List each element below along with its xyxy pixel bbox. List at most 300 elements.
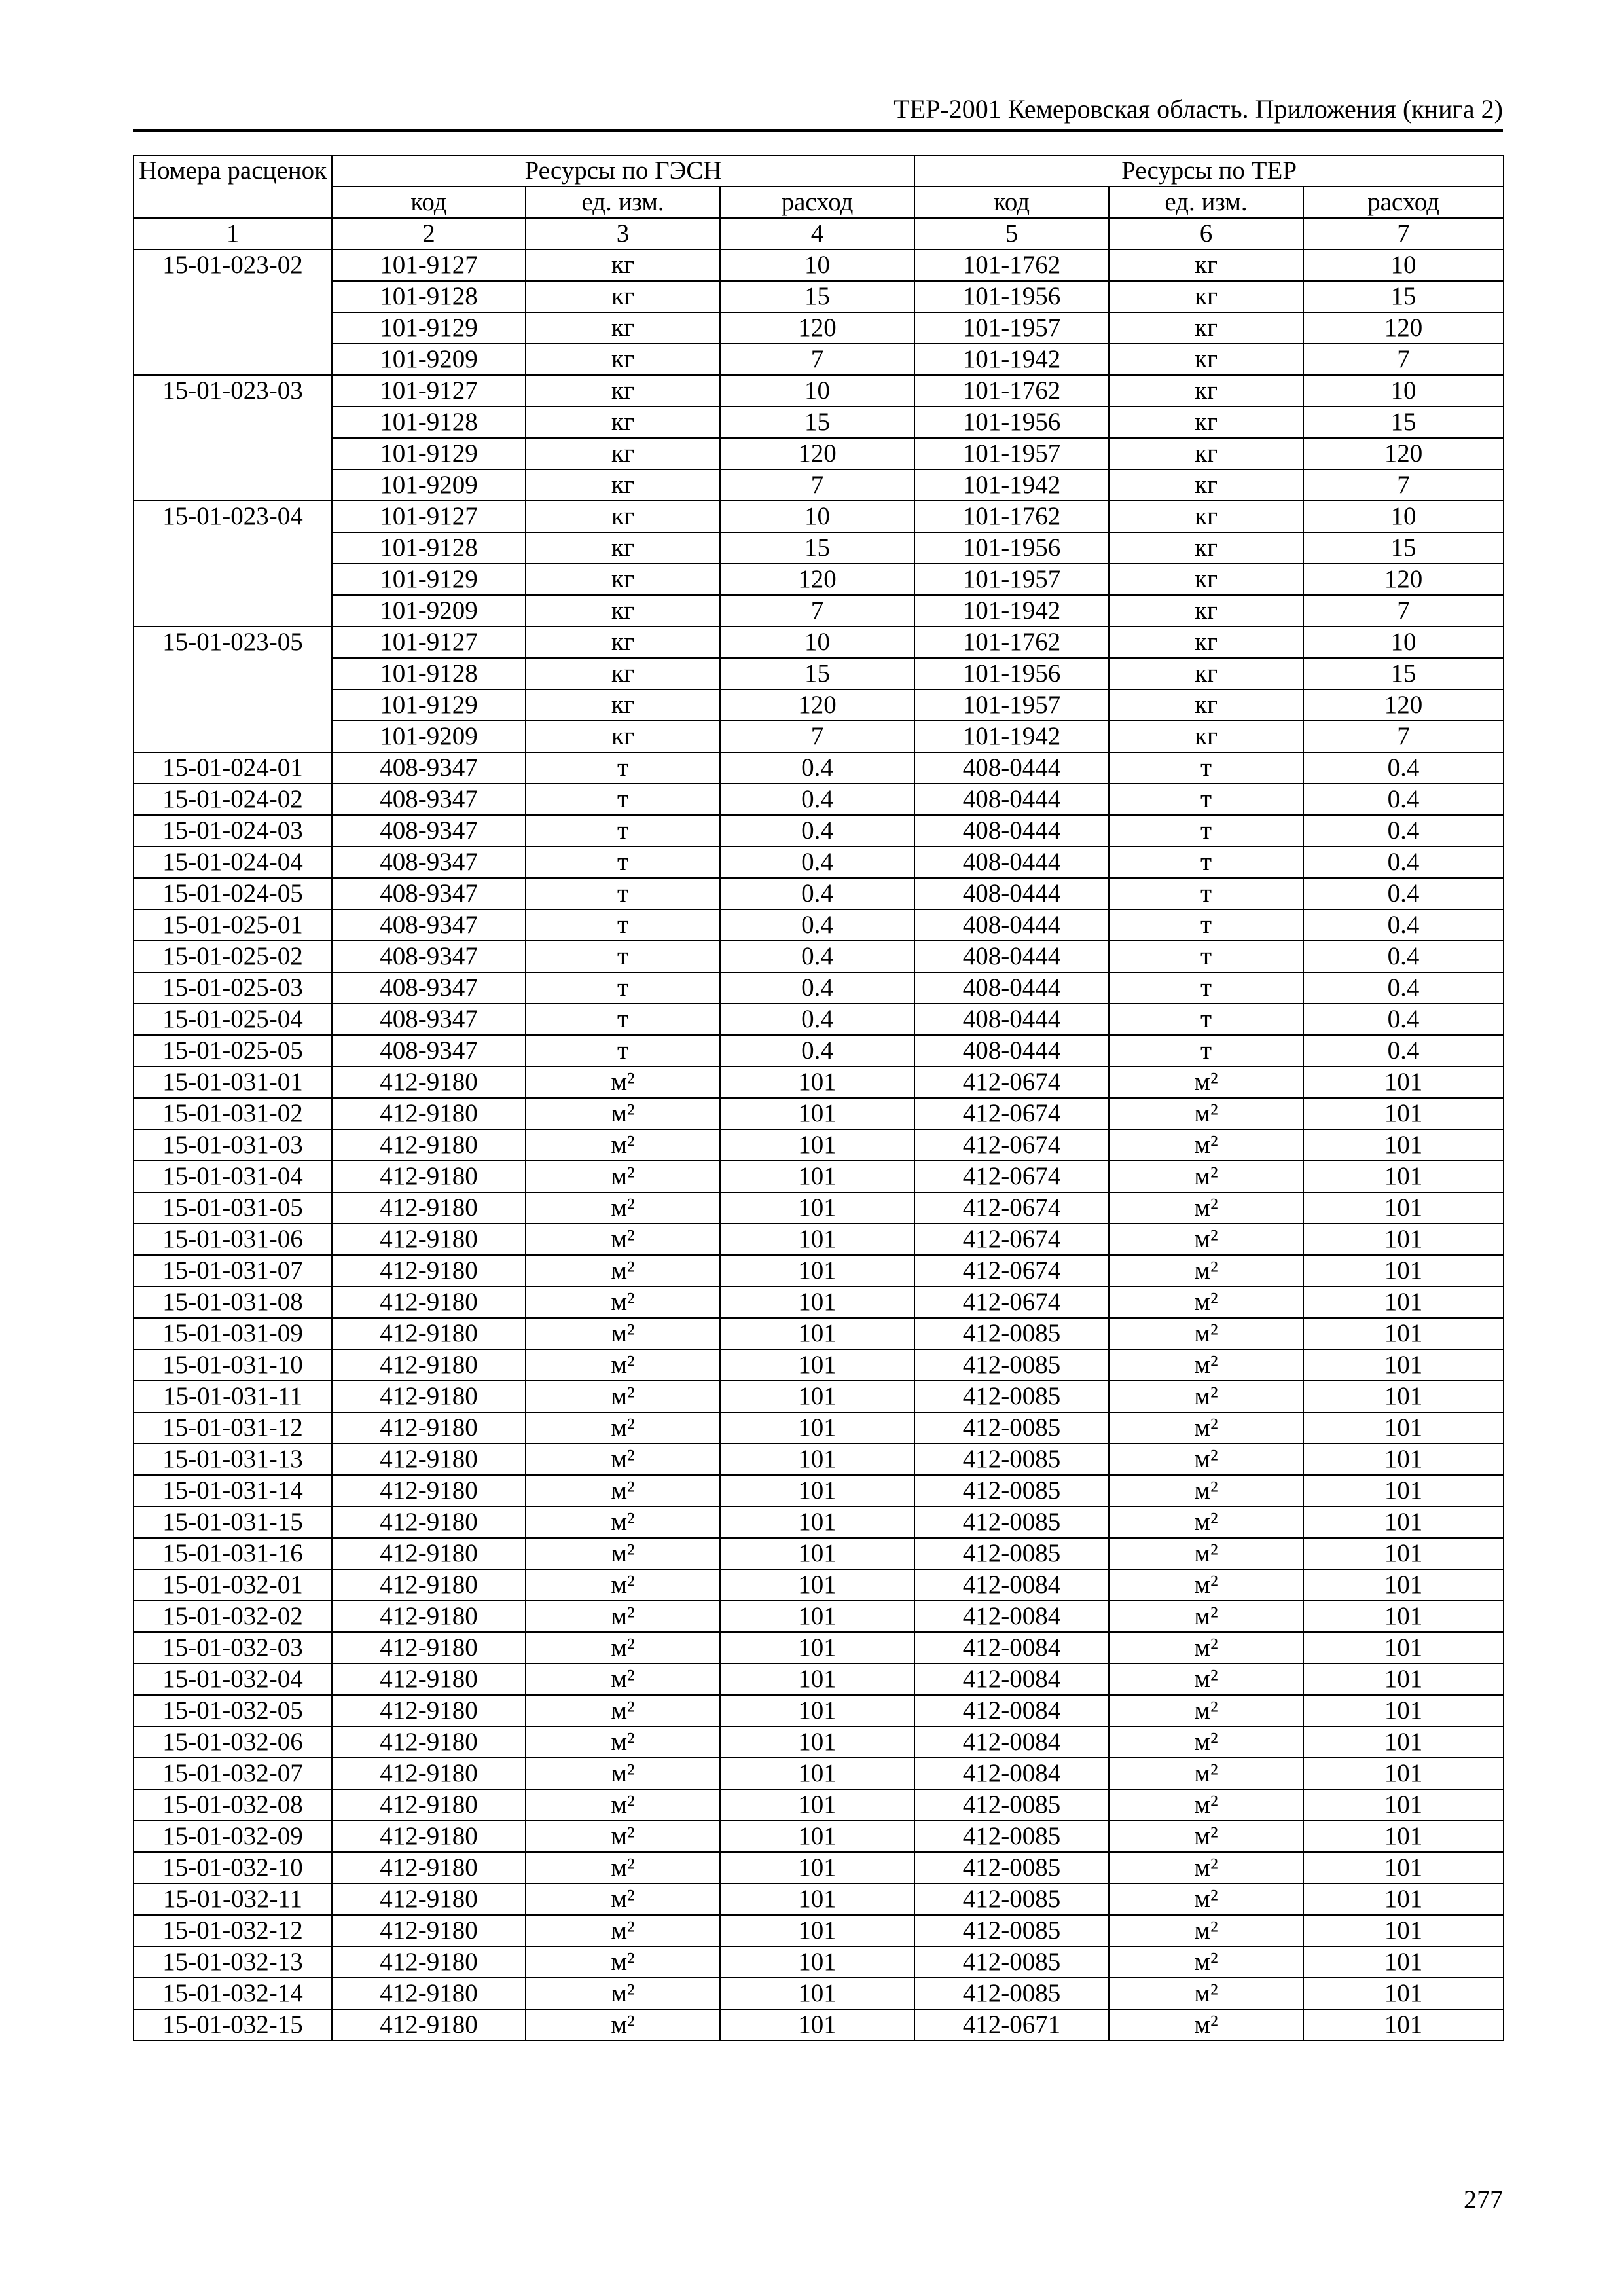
gesn-code-cell: 101-9129	[332, 689, 526, 721]
ter-unit-cell: т	[1109, 972, 1303, 1004]
gesn-consumption-cell: 15	[720, 407, 914, 438]
ter-code-cell: 101-1762	[914, 249, 1109, 281]
rate-number-cell: 15-01-031-01	[134, 1066, 332, 1098]
gesn-consumption-cell: 120	[720, 564, 914, 595]
ter-consumption-cell: 120	[1303, 564, 1504, 595]
table-row	[134, 1821, 1504, 1852]
ter-consumption-cell: 15	[1303, 407, 1504, 438]
gesn-consumption-cell: 101	[720, 1286, 914, 1318]
column-number: 5	[914, 218, 1109, 249]
gesn-code-cell: 412-9180	[332, 1412, 526, 1444]
rate-number-cell: 15-01-031-07	[134, 1255, 332, 1286]
ter-consumption-cell: 10	[1303, 501, 1504, 532]
ter-unit-cell: м²	[1109, 1286, 1303, 1318]
table-row	[134, 689, 1504, 721]
ter-consumption-cell: 7	[1303, 595, 1504, 627]
ter-unit-cell: м²	[1109, 1946, 1303, 1978]
rate-number-cell: 15-01-032-14	[134, 1978, 332, 2009]
ter-unit-cell: т	[1109, 1004, 1303, 1035]
ter-code-cell: 412-0674	[914, 1255, 1109, 1286]
ter-consumption-cell: 0.4	[1303, 909, 1504, 941]
gesn-code-cell: 408-9347	[332, 909, 526, 941]
ter-code-cell: 101-1956	[914, 658, 1109, 689]
ter-unit-cell: м²	[1109, 1506, 1303, 1538]
column-number: 4	[720, 218, 914, 249]
gesn-code-cell: 101-9127	[332, 375, 526, 407]
table-row	[134, 1852, 1504, 1884]
ter-consumption-cell: 120	[1303, 312, 1504, 344]
ter-code-cell: 412-0674	[914, 1286, 1109, 1318]
table-row	[134, 1192, 1504, 1224]
ter-consumption-cell: 0.4	[1303, 815, 1504, 847]
ter-consumption-cell: 101	[1303, 1098, 1504, 1129]
table-row	[134, 1035, 1504, 1066]
gesn-unit-cell: кг	[526, 721, 720, 752]
ter-unit-cell: кг	[1109, 281, 1303, 312]
table-row	[134, 595, 1504, 627]
gesn-code-cell: 408-9347	[332, 1004, 526, 1035]
header-ter-unit: ед. изм.	[1109, 187, 1303, 218]
gesn-code-cell: 412-9180	[332, 1475, 526, 1506]
gesn-code-cell: 408-9347	[332, 784, 526, 815]
table-row	[134, 1129, 1504, 1161]
ter-code-cell: 412-0085	[914, 1915, 1109, 1946]
ter-code-cell: 101-1942	[914, 595, 1109, 627]
column-number: 1	[134, 218, 332, 249]
gesn-consumption-cell: 101	[720, 1255, 914, 1286]
gesn-consumption-cell: 101	[720, 1349, 914, 1381]
gesn-consumption-cell: 0.4	[720, 847, 914, 878]
header-gesn-resources: Ресурсы по ГЭСН	[332, 155, 914, 187]
ter-unit-cell: м²	[1109, 1538, 1303, 1569]
ter-code-cell: 408-0444	[914, 972, 1109, 1004]
gesn-code-cell: 408-9347	[332, 941, 526, 972]
gesn-unit-cell: м²	[526, 1601, 720, 1632]
ter-consumption-cell: 101	[1303, 1318, 1504, 1349]
table-row	[134, 1758, 1504, 1789]
ter-unit-cell: м²	[1109, 1915, 1303, 1946]
table-row	[134, 878, 1504, 909]
gesn-code-cell: 412-9180	[332, 1129, 526, 1161]
ter-consumption-cell: 120	[1303, 438, 1504, 469]
gesn-unit-cell: м²	[526, 1695, 720, 1726]
rate-number-cell: 15-01-025-03	[134, 972, 332, 1004]
header-rule	[133, 129, 1503, 132]
gesn-code-cell: 412-9180	[332, 1444, 526, 1475]
gesn-consumption-cell: 10	[720, 249, 914, 281]
rate-number-cell: 15-01-024-05	[134, 878, 332, 909]
gesn-unit-cell: кг	[526, 281, 720, 312]
ter-code-cell: 408-0444	[914, 752, 1109, 784]
ter-consumption-cell: 101	[1303, 1821, 1504, 1852]
gesn-consumption-cell: 120	[720, 438, 914, 469]
ter-consumption-cell: 101	[1303, 1224, 1504, 1255]
gesn-code-cell: 412-9180	[332, 1695, 526, 1726]
ter-code-cell: 412-0085	[914, 1349, 1109, 1381]
gesn-consumption-cell: 7	[720, 344, 914, 375]
gesn-unit-cell: м²	[526, 1664, 720, 1695]
gesn-consumption-cell: 7	[720, 595, 914, 627]
gesn-consumption-cell: 0.4	[720, 784, 914, 815]
gesn-unit-cell: кг	[526, 658, 720, 689]
ter-code-cell: 101-1957	[914, 312, 1109, 344]
gesn-unit-cell: кг	[526, 407, 720, 438]
gesn-unit-cell: м²	[526, 1978, 720, 2009]
ter-consumption-cell: 101	[1303, 1444, 1504, 1475]
rate-number-cell: 15-01-032-11	[134, 1884, 332, 1915]
ter-unit-cell: кг	[1109, 501, 1303, 532]
ter-consumption-cell: 101	[1303, 1852, 1504, 1884]
table-row	[134, 1789, 1504, 1821]
table-row	[134, 1286, 1504, 1318]
table-row	[134, 281, 1504, 312]
table-row	[134, 1224, 1504, 1255]
ter-code-cell: 412-0674	[914, 1161, 1109, 1192]
gesn-unit-cell: м²	[526, 1192, 720, 1224]
gesn-unit-cell: м²	[526, 1224, 720, 1255]
ter-consumption-cell: 101	[1303, 1538, 1504, 1569]
header-ter-code: код	[914, 187, 1109, 218]
ter-code-cell: 412-0085	[914, 1381, 1109, 1412]
ter-unit-cell: кг	[1109, 627, 1303, 658]
gesn-consumption-cell: 0.4	[720, 752, 914, 784]
gesn-code-cell: 412-9180	[332, 1506, 526, 1538]
gesn-unit-cell: т	[526, 847, 720, 878]
gesn-unit-cell: т	[526, 815, 720, 847]
ter-consumption-cell: 101	[1303, 1569, 1504, 1601]
gesn-unit-cell: кг	[526, 312, 720, 344]
table-row	[134, 1098, 1504, 1129]
gesn-code-cell: 412-9180	[332, 1098, 526, 1129]
gesn-unit-cell: кг	[526, 469, 720, 501]
gesn-unit-cell: т	[526, 909, 720, 941]
ter-code-cell: 412-0084	[914, 1758, 1109, 1789]
gesn-consumption-cell: 101	[720, 1538, 914, 1569]
table-row	[134, 752, 1504, 784]
table-row	[134, 1884, 1504, 1915]
gesn-code-cell: 412-9180	[332, 1192, 526, 1224]
gesn-unit-cell: м²	[526, 1412, 720, 1444]
ter-code-cell: 101-1957	[914, 438, 1109, 469]
gesn-unit-cell: кг	[526, 532, 720, 564]
ter-code-cell: 412-0674	[914, 1224, 1109, 1255]
ter-consumption-cell: 101	[1303, 1506, 1504, 1538]
ter-code-cell: 412-0674	[914, 1098, 1109, 1129]
gesn-code-cell: 412-9180	[332, 1915, 526, 1946]
gesn-consumption-cell: 101	[720, 1224, 914, 1255]
ter-consumption-cell: 0.4	[1303, 878, 1504, 909]
table-row	[134, 1004, 1504, 1035]
ter-unit-cell: кг	[1109, 407, 1303, 438]
gesn-unit-cell: м²	[526, 1789, 720, 1821]
table-row	[134, 1161, 1504, 1192]
gesn-code-cell: 408-9347	[332, 1035, 526, 1066]
gesn-unit-cell: м²	[526, 1129, 720, 1161]
rate-number-cell: 15-01-032-13	[134, 1946, 332, 1978]
ter-code-cell: 412-0085	[914, 1475, 1109, 1506]
gesn-unit-cell: м²	[526, 1758, 720, 1789]
ter-consumption-cell: 101	[1303, 1192, 1504, 1224]
gesn-code-cell: 101-9127	[332, 249, 526, 281]
rate-number-cell: 15-01-031-05	[134, 1192, 332, 1224]
table-row	[134, 1632, 1504, 1664]
gesn-consumption-cell: 101	[720, 1506, 914, 1538]
ter-unit-cell: м²	[1109, 1852, 1303, 1884]
ter-unit-cell: м²	[1109, 1601, 1303, 1632]
rate-number-cell: 15-01-032-10	[134, 1852, 332, 1884]
gesn-code-cell: 412-9180	[332, 1884, 526, 1915]
table-row	[134, 1695, 1504, 1726]
ter-consumption-cell: 0.4	[1303, 784, 1504, 815]
gesn-consumption-cell: 101	[720, 1569, 914, 1601]
gesn-consumption-cell: 101	[720, 1632, 914, 1664]
gesn-unit-cell: т	[526, 1035, 720, 1066]
gesn-consumption-cell: 101	[720, 1852, 914, 1884]
ter-code-cell: 101-1762	[914, 627, 1109, 658]
gesn-code-cell: 412-9180	[332, 2009, 526, 2041]
gesn-consumption-cell: 101	[720, 1946, 914, 1978]
gesn-unit-cell: м²	[526, 1915, 720, 1946]
ter-code-cell: 412-0674	[914, 1066, 1109, 1098]
gesn-consumption-cell: 101	[720, 1915, 914, 1946]
gesn-consumption-cell: 10	[720, 501, 914, 532]
table-row	[134, 312, 1504, 344]
gesn-unit-cell: т	[526, 878, 720, 909]
ter-code-cell: 101-1957	[914, 689, 1109, 721]
rate-number-cell: 15-01-031-02	[134, 1098, 332, 1129]
ter-code-cell: 412-0084	[914, 1664, 1109, 1695]
ter-consumption-cell: 101	[1303, 1884, 1504, 1915]
ter-code-cell: 101-1942	[914, 344, 1109, 375]
gesn-unit-cell: кг	[526, 689, 720, 721]
gesn-code-cell: 101-9128	[332, 281, 526, 312]
ter-consumption-cell: 101	[1303, 1946, 1504, 1978]
gesn-unit-cell: м²	[526, 1381, 720, 1412]
ter-code-cell: 412-0085	[914, 1821, 1109, 1852]
gesn-consumption-cell: 101	[720, 1381, 914, 1412]
ter-unit-cell: кг	[1109, 532, 1303, 564]
gesn-consumption-cell: 0.4	[720, 1035, 914, 1066]
ter-consumption-cell: 101	[1303, 1601, 1504, 1632]
ter-consumption-cell: 101	[1303, 1286, 1504, 1318]
table-row	[134, 909, 1504, 941]
ter-consumption-cell: 120	[1303, 689, 1504, 721]
gesn-code-cell: 412-9180	[332, 1224, 526, 1255]
ter-code-cell: 408-0444	[914, 941, 1109, 972]
rate-number-cell: 15-01-031-13	[134, 1444, 332, 1475]
ter-unit-cell: кг	[1109, 312, 1303, 344]
ter-unit-cell: т	[1109, 784, 1303, 815]
rate-number-cell: 15-01-031-09	[134, 1318, 332, 1349]
column-number: 7	[1303, 218, 1504, 249]
gesn-code-cell: 101-9209	[332, 595, 526, 627]
table-row	[134, 1318, 1504, 1349]
ter-code-cell: 412-0085	[914, 1444, 1109, 1475]
ter-consumption-cell: 10	[1303, 627, 1504, 658]
rate-number-cell: 15-01-025-01	[134, 909, 332, 941]
rate-number-cell: 15-01-031-14	[134, 1475, 332, 1506]
gesn-consumption-cell: 101	[720, 1884, 914, 1915]
gesn-code-cell: 408-9347	[332, 815, 526, 847]
gesn-code-cell: 101-9129	[332, 312, 526, 344]
gesn-unit-cell: т	[526, 941, 720, 972]
ter-code-cell: 408-0444	[914, 909, 1109, 941]
rate-number-cell: 15-01-032-06	[134, 1726, 332, 1758]
header-gesn-code: код	[332, 187, 526, 218]
ter-consumption-cell: 7	[1303, 469, 1504, 501]
gesn-unit-cell: м²	[526, 1444, 720, 1475]
gesn-code-cell: 412-9180	[332, 1161, 526, 1192]
rate-number-cell: 15-01-025-02	[134, 941, 332, 972]
ter-consumption-cell: 101	[1303, 1412, 1504, 1444]
ter-unit-cell: м²	[1109, 1978, 1303, 2009]
gesn-consumption-cell: 15	[720, 281, 914, 312]
gesn-code-cell: 101-9129	[332, 438, 526, 469]
gesn-unit-cell: кг	[526, 501, 720, 532]
header-gesn-consumption: расход	[720, 187, 914, 218]
gesn-unit-cell: м²	[526, 1475, 720, 1506]
rate-number-cell: 15-01-025-04	[134, 1004, 332, 1035]
table-row	[134, 1349, 1504, 1381]
gesn-code-cell: 101-9128	[332, 658, 526, 689]
header-rate-numbers: Номера расценок	[134, 155, 332, 218]
gesn-code-cell: 101-9127	[332, 501, 526, 532]
ter-code-cell: 412-0084	[914, 1632, 1109, 1664]
column-number: 6	[1109, 218, 1303, 249]
ter-consumption-cell: 101	[1303, 1664, 1504, 1695]
gesn-unit-cell: м²	[526, 1349, 720, 1381]
gesn-code-cell: 412-9180	[332, 1381, 526, 1412]
gesn-consumption-cell: 0.4	[720, 972, 914, 1004]
table-row	[134, 1946, 1504, 1978]
ter-code-cell: 412-0085	[914, 1538, 1109, 1569]
ter-unit-cell: м²	[1109, 1789, 1303, 1821]
page-header-title: ТЕР-2001 Кемеровская область. Приложения (книга 2)	[893, 94, 1503, 124]
gesn-unit-cell: м²	[526, 1852, 720, 1884]
table-row	[134, 1412, 1504, 1444]
gesn-consumption-cell: 7	[720, 721, 914, 752]
gesn-consumption-cell: 101	[720, 1412, 914, 1444]
rate-number-cell: 15-01-032-05	[134, 1695, 332, 1726]
rate-number-cell: 15-01-023-02	[134, 249, 332, 375]
ter-consumption-cell: 101	[1303, 1978, 1504, 2009]
gesn-unit-cell: м²	[526, 1066, 720, 1098]
ter-consumption-cell: 7	[1303, 721, 1504, 752]
ter-unit-cell: т	[1109, 941, 1303, 972]
gesn-consumption-cell: 120	[720, 312, 914, 344]
ter-unit-cell: кг	[1109, 658, 1303, 689]
gesn-code-cell: 412-9180	[332, 1632, 526, 1664]
ter-consumption-cell: 15	[1303, 658, 1504, 689]
ter-code-cell: 412-0084	[914, 1695, 1109, 1726]
gesn-consumption-cell: 0.4	[720, 815, 914, 847]
gesn-consumption-cell: 101	[720, 1475, 914, 1506]
rate-number-cell: 15-01-032-04	[134, 1664, 332, 1695]
gesn-code-cell: 412-9180	[332, 1852, 526, 1884]
gesn-consumption-cell: 101	[720, 1758, 914, 1789]
rate-number-cell: 15-01-024-02	[134, 784, 332, 815]
gesn-consumption-cell: 101	[720, 1098, 914, 1129]
gesn-consumption-cell: 0.4	[720, 941, 914, 972]
table-row	[134, 1066, 1504, 1098]
ter-code-cell: 412-0085	[914, 1789, 1109, 1821]
table-row	[134, 344, 1504, 375]
ter-consumption-cell: 0.4	[1303, 847, 1504, 878]
ter-code-cell: 412-0085	[914, 1318, 1109, 1349]
gesn-consumption-cell: 0.4	[720, 1004, 914, 1035]
ter-code-cell: 101-1942	[914, 469, 1109, 501]
table-row	[134, 658, 1504, 689]
ter-code-cell: 101-1956	[914, 407, 1109, 438]
gesn-consumption-cell: 101	[720, 1695, 914, 1726]
page-number: 277	[1464, 2185, 1503, 2214]
table-row	[134, 2009, 1504, 2041]
ter-consumption-cell: 101	[1303, 1349, 1504, 1381]
ter-code-cell: 412-0674	[914, 1129, 1109, 1161]
gesn-code-cell: 412-9180	[332, 1758, 526, 1789]
gesn-unit-cell: кг	[526, 564, 720, 595]
gesn-unit-cell: кг	[526, 627, 720, 658]
gesn-unit-cell: м²	[526, 1506, 720, 1538]
table-row	[134, 627, 1504, 658]
table-row	[134, 972, 1504, 1004]
ter-code-cell: 101-1942	[914, 721, 1109, 752]
gesn-code-cell: 412-9180	[332, 1538, 526, 1569]
ter-unit-cell: м²	[1109, 1098, 1303, 1129]
ter-unit-cell: кг	[1109, 689, 1303, 721]
ter-unit-cell: м²	[1109, 1821, 1303, 1852]
table-row	[134, 721, 1504, 752]
ter-unit-cell: м²	[1109, 1318, 1303, 1349]
ter-unit-cell: кг	[1109, 249, 1303, 281]
ter-code-cell: 412-0084	[914, 1726, 1109, 1758]
gesn-consumption-cell: 101	[720, 1726, 914, 1758]
ter-unit-cell: т	[1109, 815, 1303, 847]
table-row	[134, 1475, 1504, 1506]
table-body	[134, 249, 1504, 2041]
ter-unit-cell: м²	[1109, 1444, 1303, 1475]
ter-unit-cell: м²	[1109, 1758, 1303, 1789]
gesn-code-cell: 101-9209	[332, 344, 526, 375]
gesn-code-cell: 412-9180	[332, 1978, 526, 2009]
ter-unit-cell: м²	[1109, 1349, 1303, 1381]
ter-consumption-cell: 101	[1303, 2009, 1504, 2041]
ter-consumption-cell: 101	[1303, 1129, 1504, 1161]
rate-number-cell: 15-01-031-11	[134, 1381, 332, 1412]
ter-code-cell: 408-0444	[914, 1035, 1109, 1066]
gesn-unit-cell: м²	[526, 1632, 720, 1664]
ter-unit-cell: кг	[1109, 375, 1303, 407]
rate-number-cell: 15-01-032-03	[134, 1632, 332, 1664]
gesn-code-cell: 412-9180	[332, 1789, 526, 1821]
column-number: 2	[332, 218, 526, 249]
ter-consumption-cell: 101	[1303, 1695, 1504, 1726]
ter-unit-cell: м²	[1109, 1569, 1303, 1601]
ter-code-cell: 408-0444	[914, 1004, 1109, 1035]
gesn-code-cell: 101-9127	[332, 627, 526, 658]
ter-code-cell: 408-0444	[914, 878, 1109, 909]
gesn-code-cell: 408-9347	[332, 752, 526, 784]
ter-code-cell: 412-0084	[914, 1569, 1109, 1601]
ter-code-cell: 101-1956	[914, 532, 1109, 564]
gesn-consumption-cell: 15	[720, 658, 914, 689]
ter-unit-cell: м²	[1109, 1726, 1303, 1758]
gesn-unit-cell: м²	[526, 1538, 720, 1569]
ter-unit-cell: кг	[1109, 721, 1303, 752]
ter-consumption-cell: 101	[1303, 1381, 1504, 1412]
gesn-unit-cell: м²	[526, 1821, 720, 1852]
ter-consumption-cell: 101	[1303, 1255, 1504, 1286]
